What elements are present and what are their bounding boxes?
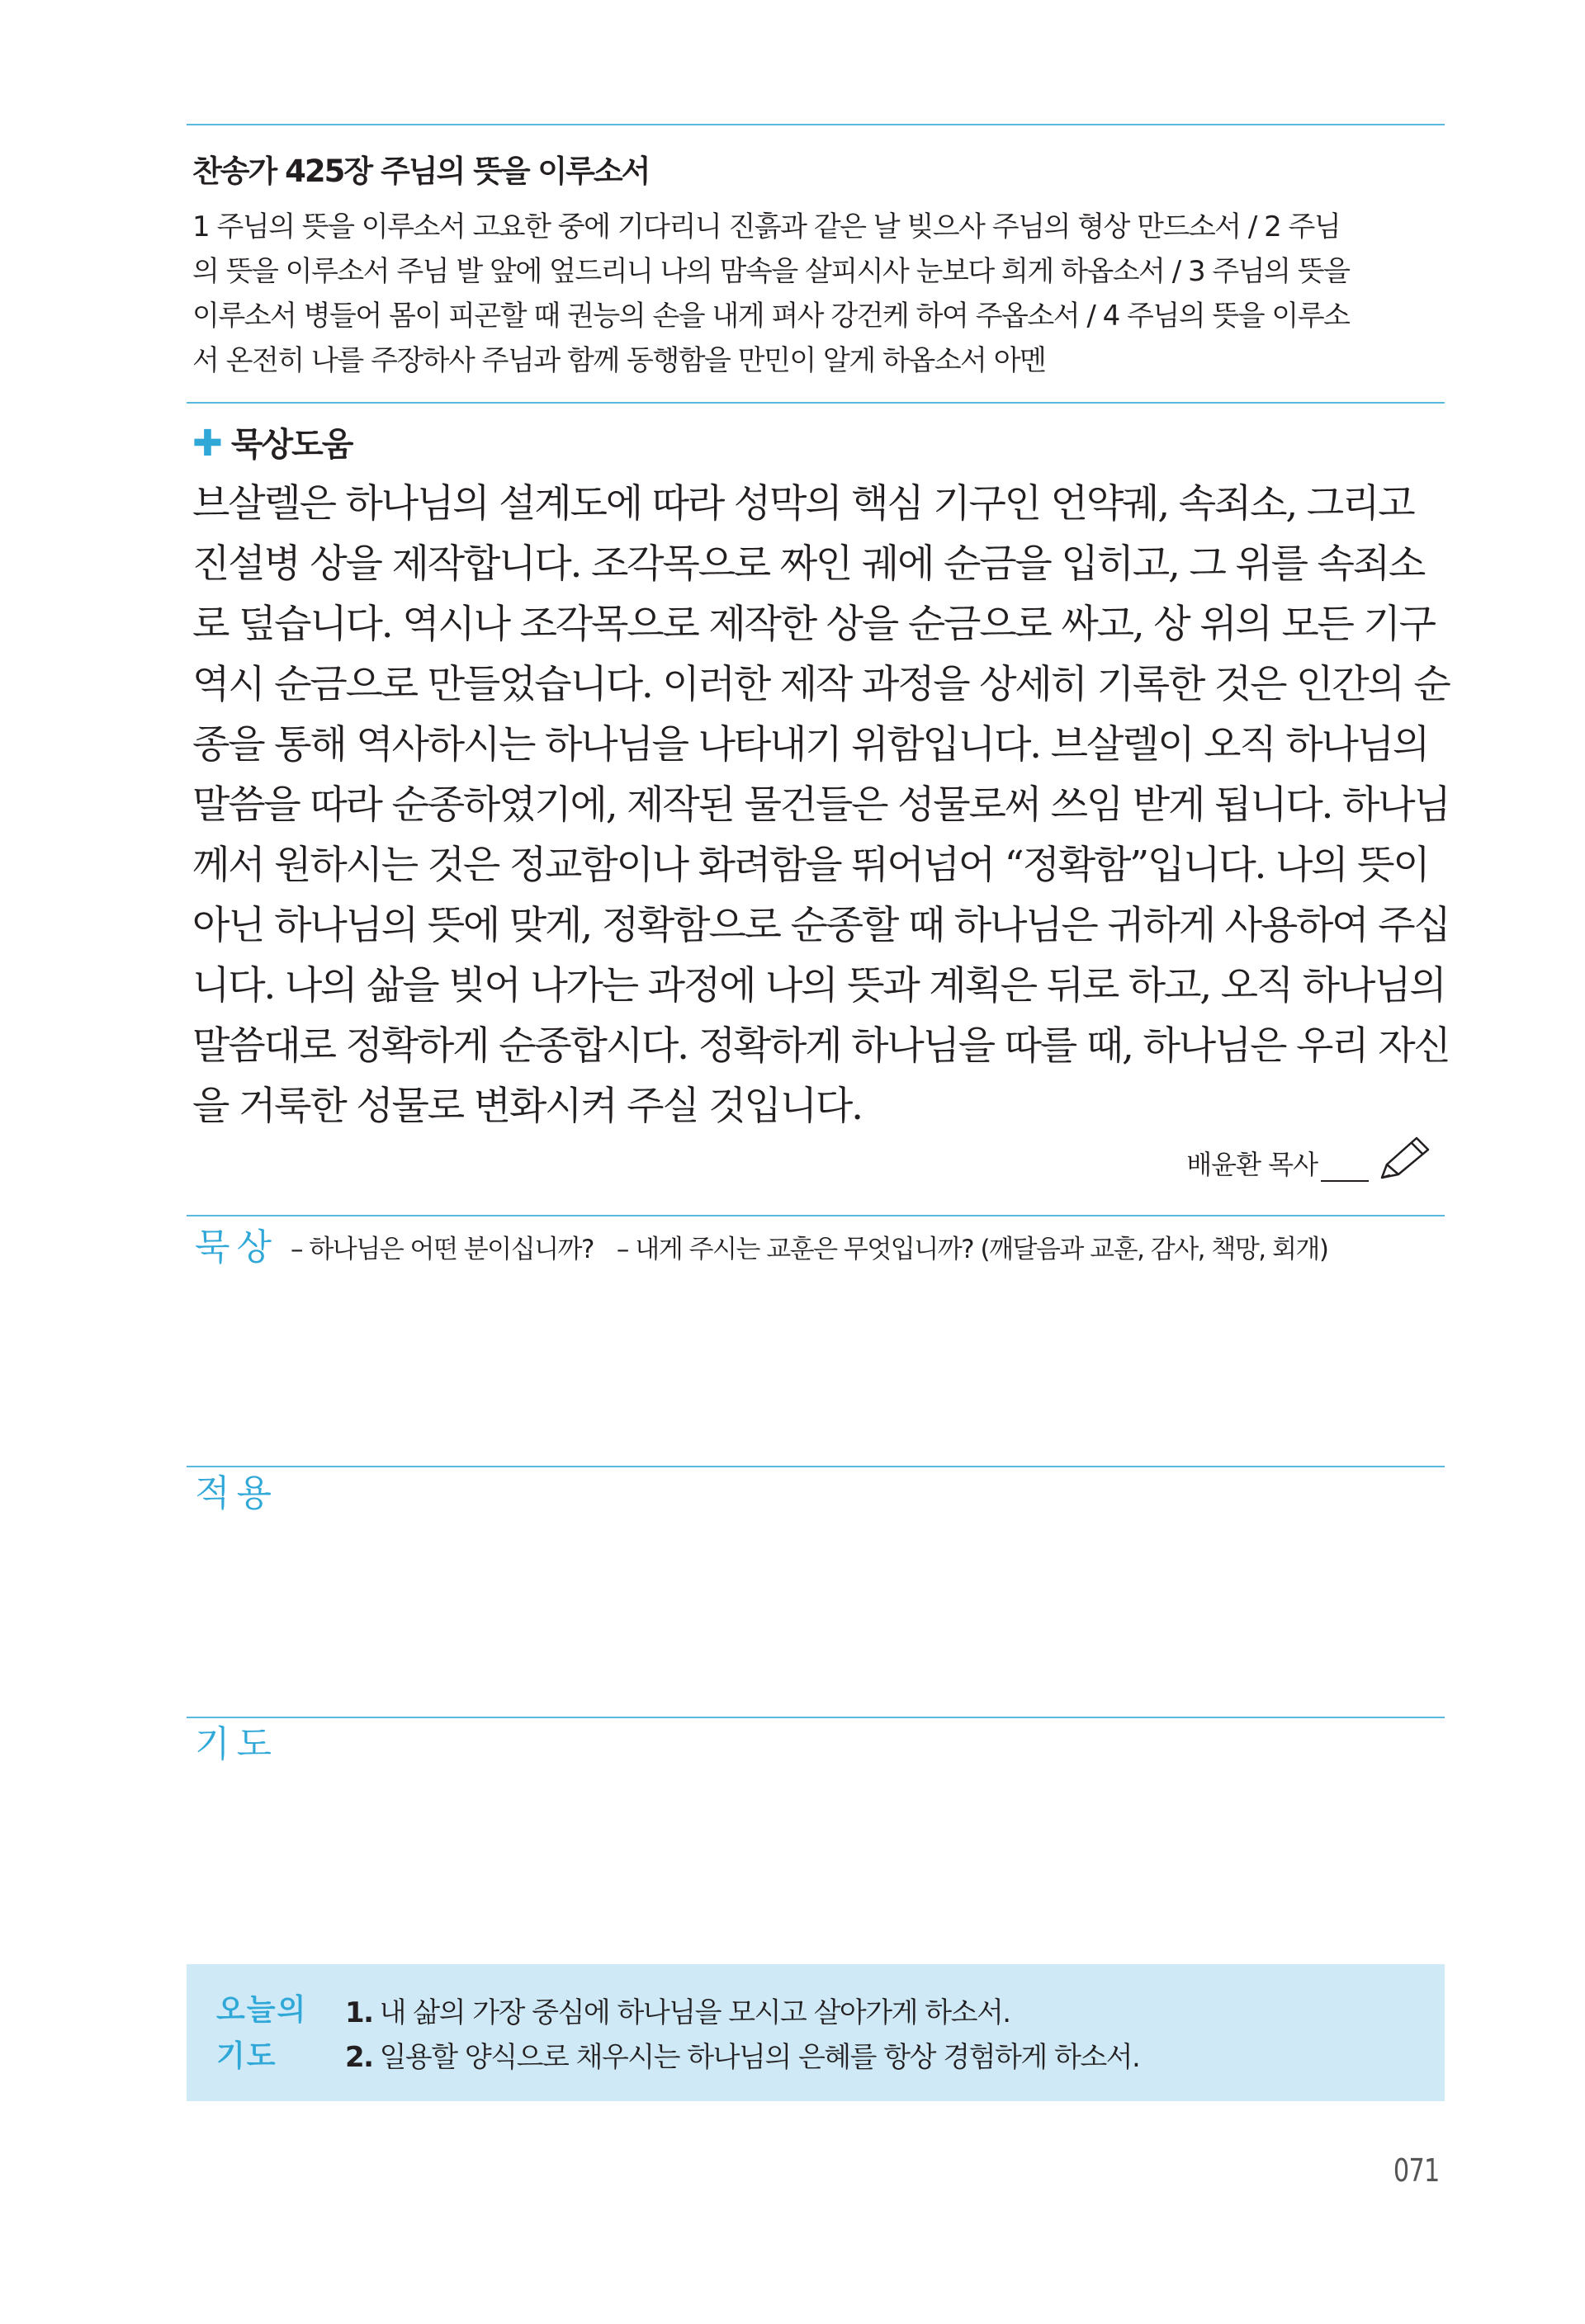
top-rule xyxy=(187,124,1445,125)
author-name: 배윤환 목사 xyxy=(1186,1149,1318,1180)
hymn-lyrics-line: 서 온전히 나를 주장하사 주님과 함께 동행함을 만민이 알게 하옵소서 아멘 xyxy=(192,344,1046,377)
todays-prayer-label xyxy=(216,1987,307,2080)
prayer-item-text: 내 삶의 가장 중심에 하나님을 모시고 살아가게 하소서. xyxy=(379,1996,1010,2029)
plus-icon: ✚ xyxy=(192,423,221,465)
author-signature xyxy=(1186,1144,1369,1182)
meditation-rule xyxy=(187,1215,1445,1216)
body-line: 종을 통해 역사하시는 하나님을 나타내기 위함입니다. 브살렐이 오직 하나님의 xyxy=(192,722,1429,768)
application-label: 적용 xyxy=(195,1472,279,1514)
body-line: 말씀을 따라 순종하였기에, 제작된 물건들은 성물로써 쓰임 받게 됩니다. 하나님 xyxy=(192,782,1450,828)
prayer-item-text: 일용할 양식으로 채우시는 하나님의 은혜를 항상 경험하게 하소서. xyxy=(379,2041,1140,2074)
signature-underline xyxy=(1321,1180,1369,1182)
hymn-lyrics-line: 의 뜻을 이루소서 주님 발 앞에 엎드리니 나의 맘속을 살피시사 눈보다 희게 하옵소서 / 3 주님의 뜻을 xyxy=(192,255,1350,288)
todays-prayer-label-line-2: 기도 xyxy=(216,2039,277,2073)
body-line: 니다. 나의 삶을 빚어 나가는 과정에 나의 뜻과 계획은 뒤로 하고, 오직 하나님의 xyxy=(192,963,1445,1008)
hymn-lyrics-line: 이루소서 병들어 몸이 피곤할 때 권능의 손을 내게 펴사 강건케 하여 주옵소서 / 4 주님의 뜻을 이루소 xyxy=(192,300,1350,333)
hymn-title: 찬송가 425장 주님의 뜻을 이루소서 xyxy=(192,154,650,189)
body-line: 말씀대로 정확하게 순종합시다. 정확하게 하나님을 따를 때, 하나님은 우리 자신 xyxy=(192,1023,1450,1069)
body-line: 진설병 상을 제작합니다. 조각목으로 짜인 궤에 순금을 입히고, 그 위를 속죄소 xyxy=(192,541,1425,587)
body-line: 로 덮습니다. 역시나 조각목으로 제작한 상을 순금으로 싸고, 상 위의 모든 기구 xyxy=(192,602,1435,647)
body-line: 브살렐은 하나님의 설계도에 따라 성막의 핵심 기구인 언약궤, 속죄소, 그리고 xyxy=(192,481,1414,527)
meditation-label: 묵상 xyxy=(195,1226,279,1268)
devotional-body xyxy=(192,474,1450,1136)
prayer-rule xyxy=(187,1717,1445,1718)
hymn-bottom-rule xyxy=(187,402,1445,404)
prayer-item xyxy=(345,2035,1139,2080)
meditation-question-2: – 내게 주시는 교훈은 무엇입니까? (깨달음과 교훈, 감사, 책망, 회개) xyxy=(616,1235,1328,1264)
todays-prayer-list xyxy=(345,1991,1139,2080)
prayer-item-number: 1. xyxy=(345,1996,373,2029)
pencil-icon xyxy=(1377,1133,1435,1183)
meditation-question-1: – 하나님은 어떤 분이십니까? xyxy=(291,1235,594,1264)
body-line: 을 거룩한 성물로 변화시켜 주실 것입니다. xyxy=(192,1084,862,1129)
body-line: 께서 원하시는 것은 정교함이나 화려함을 뛰어넘어 “정확함”입니다. 나의 뜻이 xyxy=(192,843,1429,888)
page-number: 071 xyxy=(1393,2152,1440,2189)
application-rule xyxy=(187,1466,1445,1467)
meditation-questions xyxy=(291,1233,1327,1266)
hymn-lyrics-line: 1 주님의 뜻을 이루소서 고요한 중에 기다리니 진흙과 같은 날 빚으사 주님의 형상 만드소서 / 2 주님 xyxy=(192,210,1341,243)
prayer-item-number: 2. xyxy=(345,2041,373,2074)
section-heading-label: 묵상도움 xyxy=(230,426,352,464)
section-heading xyxy=(192,421,352,468)
todays-prayer-label-line-1: 오늘의 xyxy=(216,1993,308,2027)
body-line: 역시 순금으로 만들었습니다. 이러한 제작 과정을 상세히 기록한 것은 인간의 순 xyxy=(192,662,1450,707)
body-line: 아닌 하나님의 뜻에 맞게, 정확함으로 순종할 때 하나님은 귀하게 사용하여 주십 xyxy=(192,903,1450,948)
prayer-label: 기도 xyxy=(195,1723,279,1765)
hymn-lyrics xyxy=(192,205,1447,383)
prayer-item xyxy=(345,1991,1139,2035)
